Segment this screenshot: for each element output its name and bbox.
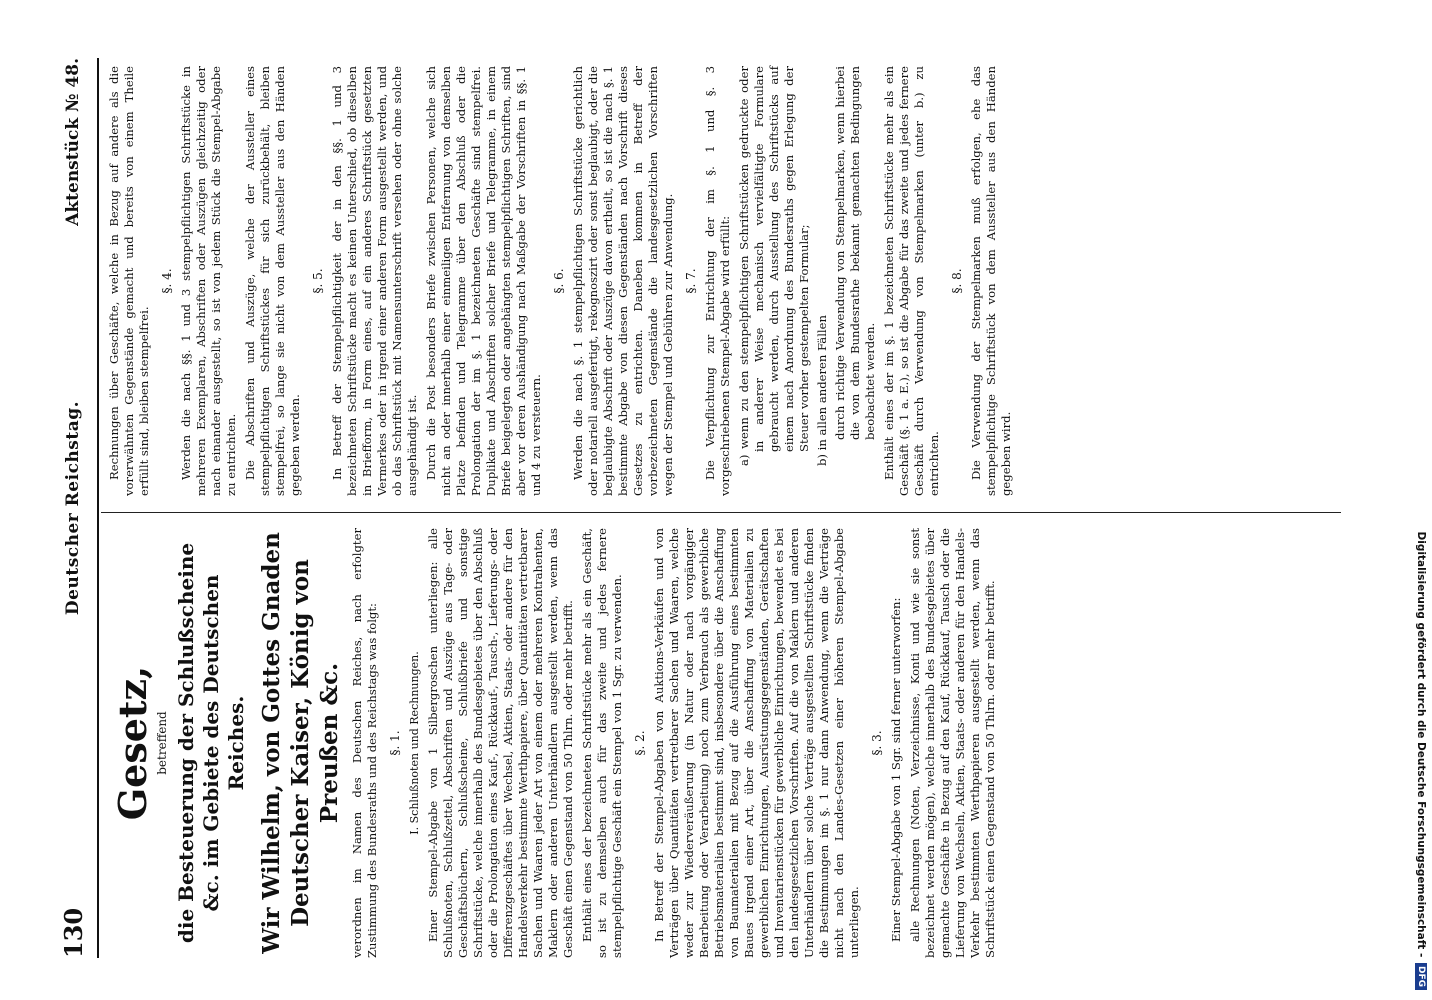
section-5-paragraph-1: In Betreff der Stempelpflichtigkeit der in den §§. 1 und 3 bezeichneten Schriftstücke macht es keinen Unterschied, ob dieselben in Briefform, in Form eines, auf ein anderes Schriftstück gesetzten Vermerkes oder in irgend einer anderen Form ausgestellt werden, und ob das Schriftstück mit Namensunterschrift versehen oder ohne solche ausgehändigt ist. — [330, 66, 419, 496]
preamble-text: verordnen im Namen des Deutschen Reiches, nach erfolgter Zustimmung des Bundesraths und des Reichstags was folgt: — [350, 528, 379, 958]
law-title: die Besteuerung der Schlußscheine &c. im Gebiete des Deutschen Reiches. — [174, 542, 248, 944]
page-body — [55, 58, 1365, 958]
section-2-paragraph-1: In Betreff der Stempel-Abgaben von Auktions-Verkäufen und von Verträgen über Quantitäten vertretbarer Sachen und Waaren, welche weder zur Wiederveräußerung (in Natur oder nach vorgängiger Bearbeitung oder Verarbeitung) noch zum Verbrauch als gewerbliche Betriebsmaterialien bestimmt sind, insbesondere über die Anschaffung von Baumaterialien mit Bezug auf die Ausführung eines bestimmten Baues irgend einer Art, über die Anschaffung von Materialien zu gewerblichen Einrichtungen, Ausrüstungsgegenständen, Gerätschaften und Inventarienstücken für gewerbliche Einrichtungen, bewendet es bei den landesgesetzlichen Vorschriften. Auf die von Maklern und anderen Unterhändlern über solche Verträge ausgestellten Schriftstücke finden die Bestimmungen im §. 1 nur dann Anwendung, wenn die Verträge nicht nach den Landes-Gesetzen einer höheren Stempel-Abgabe unterliegen. — [652, 528, 861, 958]
section-8-heading: §. 8. — [950, 268, 964, 294]
section-5-heading: §. 5. — [311, 268, 325, 294]
dfg-logo-badge: DFG — [1415, 963, 1427, 990]
section-7-item-a: a) wenn zu den stempelpflichtigen Schriftstücken gedruckte oder in anderer Weise mechanisch vervielfältigte Formulare gebraucht werden, durch Ausstellung des Schriftstücks auf einem nach Anordnung des Bundesraths gegen Erlegung der Steuer vorher gestempelten Formular; — [737, 66, 811, 466]
section-2-heading: §. 2. — [633, 730, 647, 756]
running-title: Deutscher Reichstag. — [63, 400, 83, 616]
section-3-heading: §. 3. — [870, 730, 884, 756]
section-4-paragraph-1: Werden die nach §§. 1 und 3 stempelpflichtigen Schriftstücke in mehreren Exemplaren, Abschriften oder Auszügen gleichzeitig oder nach einander ausgestellt, so ist von jedem Stück die Stempel-Abgabe zu entrichten. — [179, 66, 238, 496]
column-divider — [101, 512, 1341, 513]
section-3-continuation: Rechnungen über Geschäfte, welche in Bezug auf andere als die vorerwähnten Gegenstände gemacht und bereits von einem Theile erfüllt sind, bleiben stempelfrei. — [107, 66, 151, 496]
section-3-paragraph-2: alle Rechnungen (Noten, Verzeichnisse, Konti und wie sie sonst bezeichnet werden mögen), welche innerhalb des Bundesgebietes über gemachte Geschäfte in Bezug auf den Kauf, Rückkauf, Tausch oder die Lieferung von Wechseln, Aktien, Staats- oder anderen für den Handels-Verkehr bestimmten Werthpapieren ausgestellt werden, wenn das Schriftstück einen Gegenstand von 50 Thlrn. oder mehr betrifft. — [908, 528, 997, 958]
page-number: 130 — [59, 907, 88, 958]
document-number: Aktenstück № 48. — [63, 58, 83, 226]
preamble-heading: Wir Wilhelm, von Gottes Gnaden Deutscher Kaiser, König von Preußen &c. — [258, 532, 343, 954]
section-7-item-b-text: durch richtige Verwendung von Stempelmarken, wenn hierbei die von dem Bundesrathe bekannt gemachten Bedingungen beobachtet werden. — [833, 66, 877, 440]
section-7-paragraph-1: Die Verpflichtung zur Entrichtung der im §. 1 und §. 3 vorgeschriebenen Stempel-Abgabe wird erfüllt: — [703, 66, 732, 496]
digitization-credit — [1412, 0, 1430, 1000]
section-1-paragraph-2: Enthält eines der bezeichneten Schriftstücke mehr als ein Geschäft, so ist zu demselben auch für das zweite und jedes fernere stempelpflichtige Geschäft ein Stempel von 1 Sgr. zu verwenden. — [580, 528, 624, 958]
section-4-paragraph-2: Die Abschriften und Auszüge, welche der Aussteller eines stempelpflichtigen Schriftstückes für sich zurückbehält, bleiben stempelfrei, so lange sie nicht von dem Aussteller aus den Händen gegeben werden. — [243, 66, 302, 496]
right-column — [107, 66, 1018, 496]
section-1-subheading: I. Schlußnoten und Rechnungen. — [408, 651, 421, 835]
section-7-list — [737, 66, 878, 466]
section-3-paragraph-1: Einer Stempel-Abgabe von 1 Sgr. sind ferner unterworfen: — [889, 597, 903, 942]
section-7-paragraph-2: Enthält eines der im §. 1 bezeichneten Schriftstücke mehr als ein Geschäft (§. 1 a. E.), so ist die Abgabe für das zweite und jedes fernere Geschäft durch Verwendung von Stempelmarken (unter b.) zu entrichten. — [882, 66, 941, 496]
law-heading: Gesetz, — [110, 665, 155, 821]
credit-text: Digitalisierung gefördert durch die Deutsche Forschungsgemeinschaft - — [1415, 531, 1427, 958]
header-rule — [97, 58, 99, 958]
section-1-heading: §. 1. — [388, 730, 402, 756]
section-5-paragraph-2: Durch die Post besonders Briefe zwischen Personen, welche sich nicht an oder innerhalb einer einmeiligen Entfernung von demselben Platze befinden und Telegramme über den Abschluß oder die Prolongation der im §. 1 bezeichneten Geschäfte sind stempelfrei. Duplikate und Abschriften solcher Briefe und Telegramme, in einem Briefe beigelegten oder angehängten stempelpflichtigen Schriften, sind aber vor deren Aushändigung nach Maßgabe der Vorschriften in §§. 1 und 4 zu versteuern. — [424, 66, 543, 496]
section-4-heading: §. 4. — [160, 268, 174, 294]
section-6-paragraph-1: Werden die nach §. 1 stempelpflichtigen Schriftstücke gerichtlich oder notariell ausgefertigt, rekognoszirt oder sonst beglaubigt, oder die beglaubigte Abschrift oder Auszüge davon ertheilt, so ist die nach §. 1 bestimmte Abgabe von diesen Gegenständen nach Vorschrift dieses Gesetzes zu entrichten. Daneben kommen in Betreff der vorbezeichneten Gegenstände die landesgesetzlichen Vorschriften wegen der Stempel und Gebühren zur Anwendung. — [571, 66, 675, 496]
law-subheading: betreffend — [155, 711, 169, 775]
page-header — [55, 58, 95, 958]
section-7-item-b: b) in allen anderen Fällen — [815, 315, 829, 466]
section-8-paragraph-1: Die Verwendung der Stempelmarken muß erfolgen, ehe das stempelpflichtige Schriftstück von dem Aussteller aus den Händen gegeben wird. — [969, 66, 1013, 496]
section-6-heading: §. 6. — [552, 268, 566, 294]
section-7-heading: §. 7. — [684, 268, 698, 294]
left-column — [107, 528, 1002, 958]
section-1-paragraph-1: Einer Stempel-Abgabe von 1 Silbergroschen unterliegen: alle Schlußnoten, Schlußzettel, Abschriften und Auszüge aus Tage- oder Geschäftsbüchern, Schlußscheine, Schlußbriefe und sonstige Schriftstücke, welche innerhalb des Bundesgebietes über den Abschluß oder die Prolongation eines Kauf-, Rückkauf-, Tausch-, Lieferungs- oder Differenzgeschäftes über Wechsel, Aktien, Staats- oder andere für den Handelsverkehr bestimmte Werthpapiere, über Quantitäten vertretbarer Sachen und Waaren jeder Art von einem oder mehreren Kontrahenten, Maklern oder anderen Unterhändlern ausgestellt werden, wenn das Geschäft einen Gegenstand von 50 Thlrn. oder mehr betrifft. — [426, 528, 575, 958]
